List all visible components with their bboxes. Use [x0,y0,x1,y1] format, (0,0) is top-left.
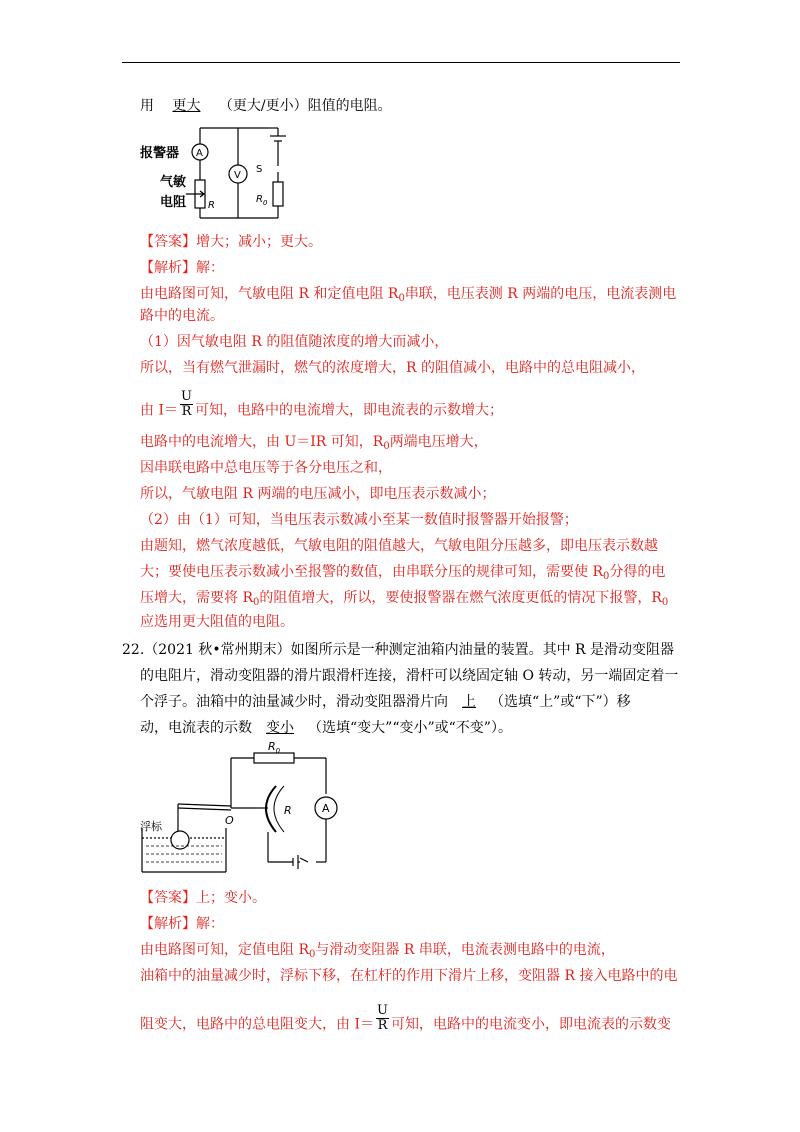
analysis-1-tag: 【解析】 [140,260,196,276]
circuit-figure-1 [138,122,308,222]
analysis-1-line-4: 所以，当有燃气泄漏时，燃气的浓度增大，R 的阻值减小，电路中的总电阻减小， [140,360,645,376]
r-label: R [208,200,215,211]
ammeter-label: A [196,148,203,159]
circuit-figure-2 [138,740,348,882]
analysis-2-line-1: 由电路图可知，定值电阻 $R_0$与滑动变阻器 R 串联，电流表测电路中的电流， [140,942,615,960]
analysis-2-line-3: 阻变大，电路中的总电阻变大，由 I＝ $\frac{U}{R}$ 可知，电路中的电流变小，即电流表的示数变 [140,1003,671,1033]
analysis-1-line-7: 因串联电路中总电压等于各分电压之和， [140,460,392,476]
r0-label: $R_0$ [256,194,268,207]
question-22-blank-2: 变小 [266,720,294,736]
gas-label-top: 气敏 [160,175,187,190]
analysis-1-line-5: 由 I＝ $\frac{U}{R}$ 可知，电路中的电流增大，即电流表的示数增大； [140,389,503,419]
header-rule [122,62,680,63]
answer-2-tag: 【答案】 [140,890,196,906]
analysis-1-text: 解： [196,260,224,276]
answer-1-text: 增大；减小；更大。 [196,234,322,250]
pivot-o-label: O [225,814,234,827]
question-22-line-2: 的电阻片，滑动变阻器的滑片跟滑杆连接，滑杆可以绕固定轴 O 转动，另一端固定着一 [140,668,679,684]
answer-1-tag: 【答案】 [140,234,196,250]
answer-1 [140,232,322,252]
analysis-1-head [140,258,224,278]
analysis-1-line-9: （2）由（1）可知，当电压表示数减小至某一数值时报警器开始报警； [140,512,578,528]
analysis-1-line-11: 大；要使电压表示数减小至报警的数值，由串联分压的规律可知，需要使 $R_0$分得的电 [140,564,666,582]
r-label-2: R [284,804,292,817]
fraction-u-over-r: $\frac{U}{R}$ [180,389,192,419]
analysis-1-line-12: 压增大，需要将 $R_0$的阻值增大，所以，要使报警器在燃气浓度更低的情况下报警，$R_0$ [140,590,669,608]
gas-label-bottom: 电阻 [160,195,187,210]
voltmeter-label: V [234,170,241,181]
top-line-prefix: 用 [140,98,154,114]
analysis-2-tag: 【解析】 [140,916,196,932]
top-line [140,96,392,116]
alarm-label: 报警器 [140,146,180,161]
analysis-1-line-3: （1）因气敏电阻 R 的阻值随浓度的增大而减小， [140,334,449,350]
analysis-1-line-1: 由电路图可知，气敏电阻 R 和定值电阻 $R_0$串联，电压表测 R 两端的电压，电流表测电 [140,286,677,304]
analysis-1-line-2: 路中的电流。 [140,308,224,324]
answer-2-text: 上；变小。 [196,890,266,906]
answer-2 [140,888,266,908]
analysis-2-head [140,914,224,934]
ammeter-label-2: A [322,802,330,815]
question-number: 22. [122,642,145,658]
question-22-line-3: 个浮子。油箱中的油量减少时，滑动变阻器滑片向 上 （选填“上”或“下”）移 [140,694,631,710]
analysis-2-line-2: 油箱中的油量减少时，浮标下移，在杠杆的作用下滑片上移，变阻器 R 接入电路中的电 [140,968,678,984]
analysis-1-line-13: 应选用更大阻值的电阻。 [140,614,294,630]
question-22-blank-1: 上 [462,694,476,710]
analysis-2-text: 解： [196,916,224,932]
switch-label: S [256,164,263,175]
top-line-suffix: （更大/更小）阻值的电阻。 [218,98,392,114]
fraction-u-over-r-2: $\frac{U}{R}$ [376,1003,388,1033]
analysis-1-line-6: 电路中的电流增大，由 U＝IR 可知，$R_0$两端电压增大， [140,434,488,452]
analysis-1-line-8: 所以，气敏电阻 R 两端的电压减小，即电压表示数减小； [140,486,496,502]
analysis-1-line-10: 由题知，燃气浓度越低，气敏电阻的阻值越大，气敏电阻分压越多，即电压表示数越 [140,538,658,554]
r0-label-2: $R_0$ [268,740,281,755]
question-22-line-4: 动，电流表的示数 变小 （选填“变大”“变小”或“不变”）。 [140,720,512,736]
top-line-blank: 更大 [172,98,201,114]
question-22-line-1: 22.（2021 秋•常州期末）如图所示是一种测定油箱内油量的装置。其中 R 是滑动变阻器 [122,642,675,658]
float-label: 浮标 [140,820,162,833]
